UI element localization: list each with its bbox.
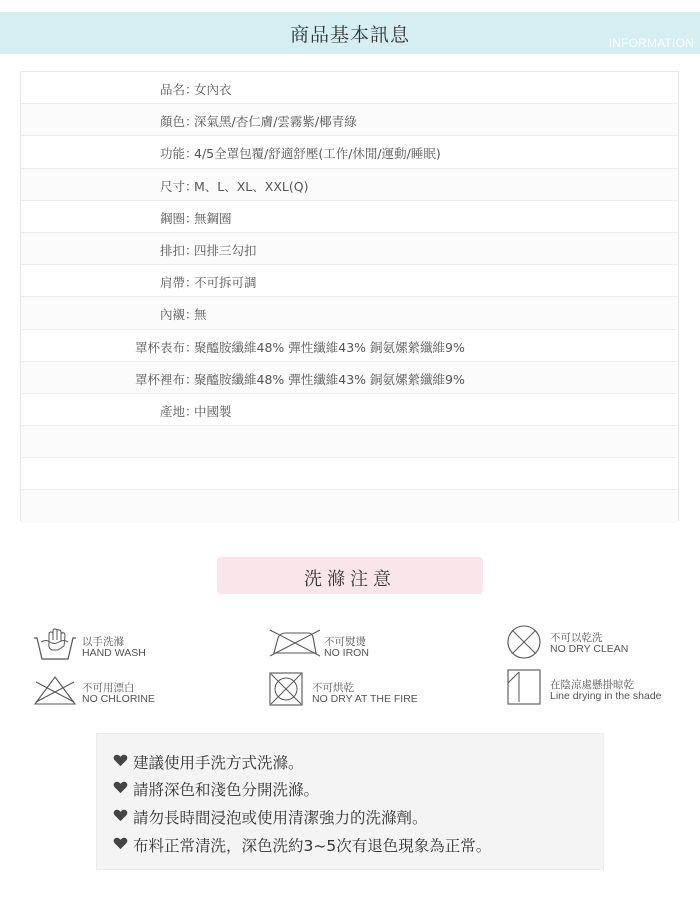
page-subtitle: INFORMATION	[608, 36, 694, 50]
spec-label: 罩杯裡布	[134, 371, 185, 387]
care-label-en: NO CHLORINE	[82, 693, 155, 705]
care-label-en: NO DRY CLEAN	[550, 643, 629, 655]
spec-row	[21, 394, 678, 426]
spec-value: M、L、XL、XXL(Q)	[194, 178, 309, 194]
wash-notes-box	[96, 733, 604, 870]
spec-colon: ：	[185, 210, 198, 226]
spec-value: 不可拆可調	[194, 275, 257, 291]
spec-row	[21, 201, 678, 233]
spec-value: 中國製	[194, 403, 232, 419]
note-item	[133, 834, 491, 856]
heart-icon	[113, 809, 128, 822]
spec-value: 4/5全罩包覆/舒適舒壓(工作/休閒/運動/睡眠)	[194, 146, 441, 162]
care-label-zh: 以手洗滌	[82, 636, 124, 648]
spec-value: 無鋼圈	[194, 210, 232, 226]
wash-title-bar	[217, 557, 483, 594]
care-label-en: NO DRY AT THE FIRE	[312, 693, 418, 705]
spec-row	[21, 265, 678, 297]
note-item	[133, 806, 428, 828]
care-label-zh: 在陰涼處懸掛晾乾	[550, 679, 634, 691]
spec-row	[21, 330, 678, 362]
spec-row-empty	[21, 458, 678, 490]
spec-table	[20, 71, 679, 521]
spec-colon: ：	[185, 275, 198, 291]
no-iron-icon	[268, 628, 322, 658]
note-text: 布料正常清洗，深色洗約3~5次有退色現象為正常。	[133, 837, 492, 855]
spec-value: 四排三勾扣	[194, 242, 257, 258]
heart-icon	[113, 754, 128, 767]
spec-label: 排扣	[159, 242, 185, 258]
hand-wash-icon	[32, 626, 78, 662]
care-label-zh: 不可烘乾	[312, 682, 354, 694]
spec-label: 內襯	[159, 307, 185, 323]
no-tumble-dry-icon	[268, 671, 304, 707]
spec-colon: ：	[185, 82, 198, 97]
spec-colon: ：	[185, 371, 198, 387]
spec-colon: ：	[185, 114, 198, 130]
spec-label: 功能	[159, 146, 185, 162]
spec-row	[21, 233, 678, 265]
spec-value: 無	[194, 307, 207, 323]
heart-icon	[113, 837, 128, 850]
note-text: 建議使用手洗方式洗滌。	[133, 754, 304, 772]
spec-row-empty	[21, 426, 678, 458]
spec-label: 罩杯表布	[134, 339, 185, 355]
care-hand-wash	[32, 626, 192, 662]
spec-row-empty	[21, 490, 678, 522]
care-line-dry-shade	[506, 668, 686, 706]
care-no-tumble-dry	[268, 671, 438, 707]
care-label-en: Line drying in the shade	[550, 690, 662, 702]
spec-colon: ：	[185, 339, 198, 355]
spec-row	[21, 72, 678, 104]
spec-value: 女內衣	[194, 82, 232, 97]
spec-label: 肩帶	[159, 275, 185, 291]
note-item	[133, 778, 319, 800]
spec-colon: ：	[185, 403, 198, 419]
no-dry-clean-icon	[506, 624, 542, 660]
spec-row	[21, 169, 678, 201]
spec-value: 聚醯胺纖維48% 彈性纖維43% 銅氨嫘縈纖維9%	[194, 339, 465, 355]
spec-colon: ：	[185, 307, 198, 323]
no-chlorine-icon	[32, 674, 78, 706]
spec-colon: ：	[185, 178, 198, 194]
care-label-zh: 不可用漂白	[82, 682, 135, 694]
line-dry-shade-icon	[506, 668, 542, 706]
care-no-iron	[268, 628, 428, 662]
spec-label: 產地	[159, 403, 185, 419]
page-title: 商品基本訊息	[289, 24, 410, 46]
spec-row	[21, 136, 678, 168]
spec-row	[21, 362, 678, 394]
heart-icon	[113, 781, 128, 794]
wash-title: 洗滌注意	[304, 569, 396, 590]
care-label-zh: 不可熨燙	[324, 636, 366, 648]
spec-value: 深氣黑/杏仁膚/雲霧紫/椰青綠	[194, 114, 357, 130]
spec-row	[21, 104, 678, 136]
spec-label: 顏色	[159, 114, 185, 130]
care-label-zh: 不可以乾洗	[550, 632, 603, 644]
spec-label: 品名	[159, 82, 185, 97]
care-no-chlorine	[32, 674, 192, 708]
spec-label: 鋼圈	[159, 210, 185, 226]
care-label-en: NO IRON	[324, 647, 369, 659]
care-label-en: HAND WASH	[82, 647, 146, 659]
spec-label: 尺寸	[159, 178, 185, 194]
spec-value: 聚醯胺纖維48% 彈性纖維43% 銅氨嫘縈纖維9%	[194, 371, 465, 387]
spec-row	[21, 297, 678, 329]
note-text: 請勿長時間浸泡或使用清潔強力的洗滌劑。	[133, 809, 428, 827]
spec-colon: ：	[185, 242, 198, 258]
note-text: 請將深色和淺色分開洗滌。	[133, 781, 320, 799]
note-item	[133, 751, 304, 773]
spec-colon: ：	[185, 146, 198, 162]
care-no-dry-clean	[506, 624, 676, 660]
